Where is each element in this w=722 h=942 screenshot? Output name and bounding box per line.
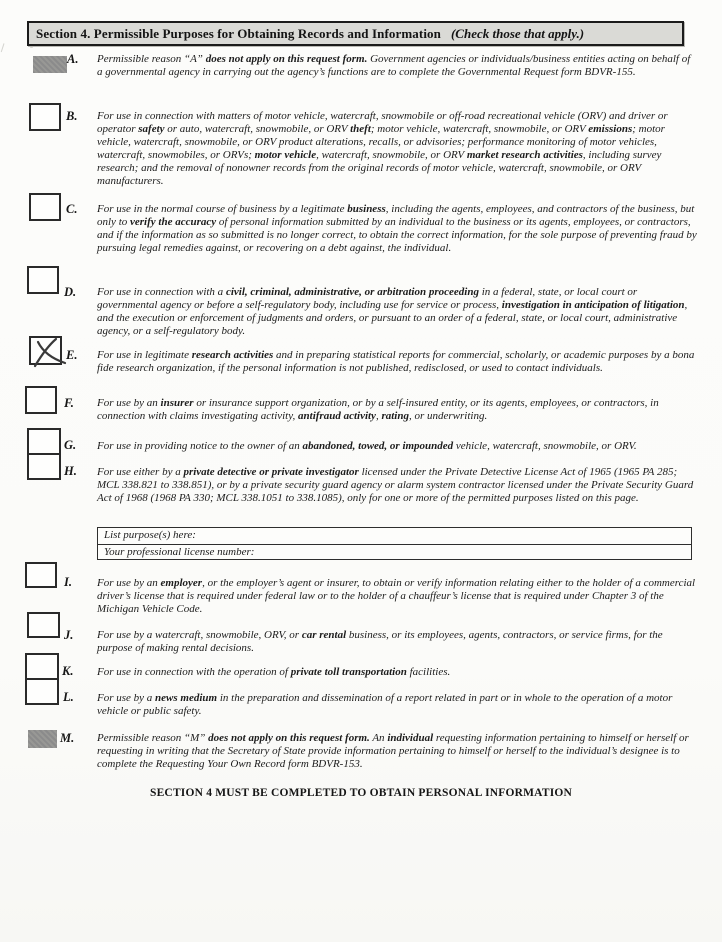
scan-artifact [30,46,33,48]
list-purposes-field[interactable]: List purpose(s) here: [98,528,691,545]
checkbox-g[interactable] [27,428,61,455]
item-text-l: For use by a news medium in the preparation and dissemination of a report related in part or in whole to the operation of a motor vehicle or public safety. [97,692,673,717]
checkbox-c[interactable] [29,193,61,221]
checkbox-f[interactable] [25,386,57,414]
section4-note: (Check those that apply.) [450,25,585,41]
item-letter-g: G. [64,438,77,452]
section4-header [27,21,684,46]
checkbox-b[interactable] [29,103,61,131]
item-letter-l: L. [63,690,74,704]
item-text-h: For use either by a private detective or private investigator licensed under the Private Detective License Act of 1965 (1965 PA 285; MCL 338.821 to 338.851), or by a private security guard agency or alarm system contractor licensed under the Private Security Guard Act of 1968 (1968 PA 330; MCL 338.1051 to 338.1085), only for one or more of the permitted purposes listed on this page. [97,466,694,504]
item-letter-c: C. [66,202,78,216]
item-letter-k: K. [62,664,74,678]
license-number-field[interactable]: Your professional license number: [104,546,255,558]
checkbox-k[interactable] [25,653,59,680]
item-letter-h: H. [64,464,77,478]
item-letter-j: J. [64,628,74,642]
item-text-d: For use in connection with a civil, criminal, administrative, or arbitration proceeding in a federal, state, or local court or governmental agency or before a self-regulatory body, including use for service or process, investigation in anticipation of litigation, and the execution or enforcement of judgments and orders, or pursuant to an order of a federal, state, or local court, administrative agency, or a self-regulatory body. [97,286,688,337]
item-text-m: Permissible reason “M” does not apply on this request form. An individual requesting information pertaining to himself or herself or requesting in writing that the Secretary of State provide information pertaining to himself or herself to the individual’s designee is to complete the Requesting Your Own Record form BDVR-153. [97,732,689,770]
item-text-i: For use by an employer, or the employer’s agent or insurer, to obtain or verify information relating either to the holder of a commercial driver’s license that is required under federal law or to the holder of a chauffeur’s license that is required under Chapter 3 of the Michigan Vehicle Code. [97,577,696,615]
checkbox-l[interactable] [25,678,59,705]
h-writein-box [97,527,692,560]
section4-footer-notice: SECTION 4 MUST BE COMPLETED TO OBTAIN PERSONAL INFORMATION [149,787,573,799]
checkbox-i[interactable] [25,562,57,588]
item-text-e: For use in legitimate research activities and in preparing statistical reports for commercial, scholarly, or academic purposes by a bona fide research organization, if the personal information is not published, redisclosed, or used to contact individuals. [97,349,695,374]
item-letter-e: E. [66,348,78,362]
checkbox-a-shaded [33,56,67,73]
item-text-c: For use in the normal course of business by a legitimate business, including the agents, employees, and contractors of the business, but only to verify the accuracy of personal information submitted by an individual to the business or its agents, employees, or contractors, and if the information as so submitted is no longer correct, to obtain the correct information, for the sole purpose of preventing fraud by pursuing legal remedies against, or recovering on a debt against, the individual. [97,203,697,254]
item-letter-b: B. [66,109,78,123]
checkbox-m-shaded [28,730,57,748]
item-letter-a: A. [67,52,79,66]
item-text-b: For use in connection with matters of motor vehicle, watercraft, snowmobile or off-road recreational vehicle (ORV) and driver or operator safety or auto, watercraft, snowmobile, or ORV theft; motor vehicle, watercraft, snowmobile, or ORV emissions; motor vehicle, watercraft, snowmobile, or ORV product alterations, recalls, or advisories; performance monitoring of motor vehicles, watercraft, snowmobiles, or ORVs; motor vehicle, watercraft, snowmobile, or ORV market research activities, including survey research; and the removal of nonowner records from the original records of motor vehicle, watercraft, snowmobile, or ORV manufacturers. [97,110,668,187]
checkbox-h[interactable] [27,453,61,480]
item-letter-f: F. [64,396,74,410]
checkbox-e-checked[interactable] [29,336,62,365]
item-text-g: For use in providing notice to the owner of an abandoned, towed, or impounded vehicle, watercraft, snowmobile, or ORV. [97,440,637,452]
item-text-a: Permissible reason “A” does not apply on this request form. Government agencies or individuals/business entities acting on behalf of a governmental agency in carrying out the agency’s functions are to complete the Governmental Request form BDVR-155. [97,53,691,78]
item-letter-m: M. [60,731,75,745]
section4-title: Section 4. Permissible Purposes for Obtaining Records and Information [36,25,441,41]
checkbox-j[interactable] [27,612,60,638]
item-letter-i: I. [64,575,72,589]
handwritten-x-mark [25,330,71,374]
scan-artifact [1,43,9,53]
item-text-j: For use by a watercraft, snowmobile, ORV, or car rental business, or its employees, agents, contractors, or service firms, for the purpose of making rental decisions. [97,629,663,654]
item-letter-d: D. [64,285,77,299]
checkbox-d[interactable] [27,266,59,294]
item-text-f: For use by an insurer or insurance support organization, or by a self-insured entity, or its agents, employees, or contractors, in connection with claims investigating activity, antifraud activity, rating, or underwriting. [97,397,659,422]
item-text-k: For use in connection with the operation of private toll transportation facilities. [97,666,451,678]
